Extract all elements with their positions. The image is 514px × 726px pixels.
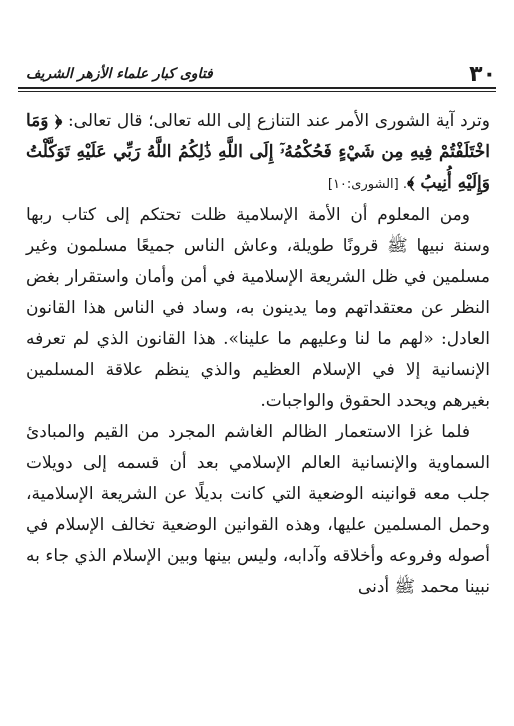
paragraph-history: ومن المعلوم أن الأمة الإسلامية ظلت تحتكم إلى كتاب ربها وسنة نبيها ﷺ قرونًا طويلة، وعاش الناس جميعًا مسلمون وغير مسلمين في ظل الشريعة الإسلامية في أمن وأمان واستقرار بغض النظر عن معتقداتهم وما يدينون به، وساد في الناس هذا القانون العادل: «لهم ما لنا وعليهم ما علينا». هذا القانون الذي لم تعرفه الإنسانية إلا في الإسلام العظيم والذي ينظم علاقة المسلمين بغيرهم ويحدد الحقوق والواجبات.	[26, 205, 490, 411]
paragraph-shura-verse	[26, 106, 490, 200]
header-rule	[18, 87, 496, 89]
body-text	[26, 106, 490, 603]
header-rule-thin	[18, 91, 496, 92]
page-header	[18, 58, 496, 88]
quran-verse: ﴿ وَمَا اخْتَلَفْتُمْ فِيهِ مِن شَيْءٍ فَحُكْمُهُۥٓ إِلَى اللَّهِ ذَٰلِكُمُ اللَّهُ رَبِّي عَلَيْهِ تَوَكَّلْتُ وَإِلَيْهِ أُنِيبُ ﴾	[26, 111, 490, 193]
page-number: ٣٠	[469, 62, 496, 87]
paragraph-colonialism: فلما غزا الاستعمار الظالم الغاشم المجرد من القيم والمبادئ السماوية والإنسانية العالم الإسلامي بعد أن قسمه إلى دويلات جلب معه قوانينه الوضعية التي كانت بديلًا عن الشريعة الإسلامية، وحمل المسلمين عليها، وهذه القوانين الوضعية تخالف الإسلام في أصوله وفروعه وأخلاقه وآدابه، وليس بينها وبين الإسلام الذي جاء به نبينا محمد ﷺ أدنى	[26, 422, 490, 597]
running-title: فتاوى كبار علماء الأزهر الشريف	[26, 66, 213, 82]
verse-reference: . [الشورى:١٠]	[327, 177, 407, 192]
paragraph-intro-text: وترد آية الشورى الأمر عند التنازع إلى الله تعالى؛ قال تعالى:	[62, 111, 490, 131]
